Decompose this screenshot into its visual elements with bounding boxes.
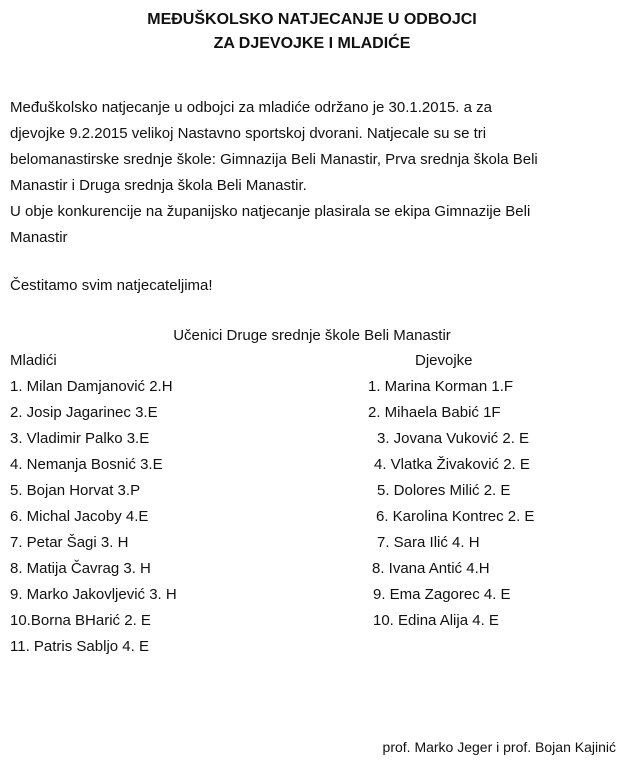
list-item: 6. Michal Jacoby 4.E bbox=[10, 508, 149, 525]
paragraph-line: Manastir bbox=[10, 229, 68, 246]
list-item: 2. Josip Jagarinec 3.E bbox=[10, 404, 158, 421]
paragraph-line: Međuškolsko natjecanje u odbojci za mladiće održano je 30.1.2015. a za bbox=[10, 99, 492, 116]
list-item: 10.Borna BHarić 2. E bbox=[10, 612, 151, 629]
list-item: 6. Karolina Kontrec 2. E bbox=[376, 508, 535, 525]
girls-list bbox=[368, 376, 534, 636]
paragraph-line: U obje konkurencije na županijsko natjecanje plasirala se ekipa Gimnazije Beli bbox=[10, 203, 531, 220]
school-subtitle: Učenici Druge srednje škole Beli Manastir bbox=[173, 327, 451, 344]
boys-list bbox=[10, 376, 177, 662]
list-item: 9. Ema Zagorec 4. E bbox=[373, 586, 511, 603]
intro-paragraph bbox=[10, 95, 615, 251]
title-line-2: ZA DJEVOJKE I MLADIĆE bbox=[213, 35, 411, 52]
paragraph-line: djevojke 9.2.2015 velikoj Nastavno sportskoj dvorani. Natjecale su se tri bbox=[10, 125, 487, 142]
list-item: 2. Mihaela Babić 1F bbox=[368, 404, 501, 421]
list-item: 1. Marina Korman 1.F bbox=[368, 378, 514, 395]
list-item: 3. Vladimir Palko 3.E bbox=[10, 430, 150, 447]
congratulations-text: Čestitamo svim natjecateljima! bbox=[10, 277, 213, 294]
list-item: 5. Bojan Horvat 3.P bbox=[10, 482, 141, 499]
signature: prof. Marko Jeger i prof. Bojan Kajinić bbox=[382, 739, 616, 755]
list-item: 8. Ivana Antić 4.H bbox=[372, 560, 490, 577]
list-item: 1. Milan Damjanović 2.H bbox=[10, 378, 173, 395]
list-item: 4. Vlatka Živaković 2. E bbox=[374, 456, 530, 473]
paragraph-line: belomanastirske srednje škole: Gimnazija Beli Manastir, Prva srednja škola Beli bbox=[10, 151, 538, 168]
list-item: 3. Jovana Vuković 2. E bbox=[377, 430, 530, 447]
list-item: 4. Nemanja Bosnić 3.E bbox=[10, 456, 163, 473]
boys-heading: Mladići bbox=[10, 352, 57, 369]
list-item: 11. Patris Sabljo 4. E bbox=[10, 638, 149, 655]
title-line-1: MEĐUŠKOLSKO NATJECANJE U ODBOJCI bbox=[147, 11, 477, 28]
list-item: 9. Marko Jakovljević 3. H bbox=[10, 586, 177, 603]
list-item: 10. Edina Alija 4. E bbox=[373, 612, 499, 629]
list-item: 5. Dolores Milić 2. E bbox=[377, 482, 511, 499]
paragraph-line: Manastir i Druga srednja škola Beli Manastir. bbox=[10, 177, 307, 194]
list-item: 7. Petar Šagi 3. H bbox=[10, 534, 129, 551]
girls-heading: Djevojke bbox=[415, 352, 473, 369]
list-item: 8. Matija Čavrag 3. H bbox=[10, 560, 151, 577]
list-item: 7. Sara Ilić 4. H bbox=[377, 534, 480, 551]
